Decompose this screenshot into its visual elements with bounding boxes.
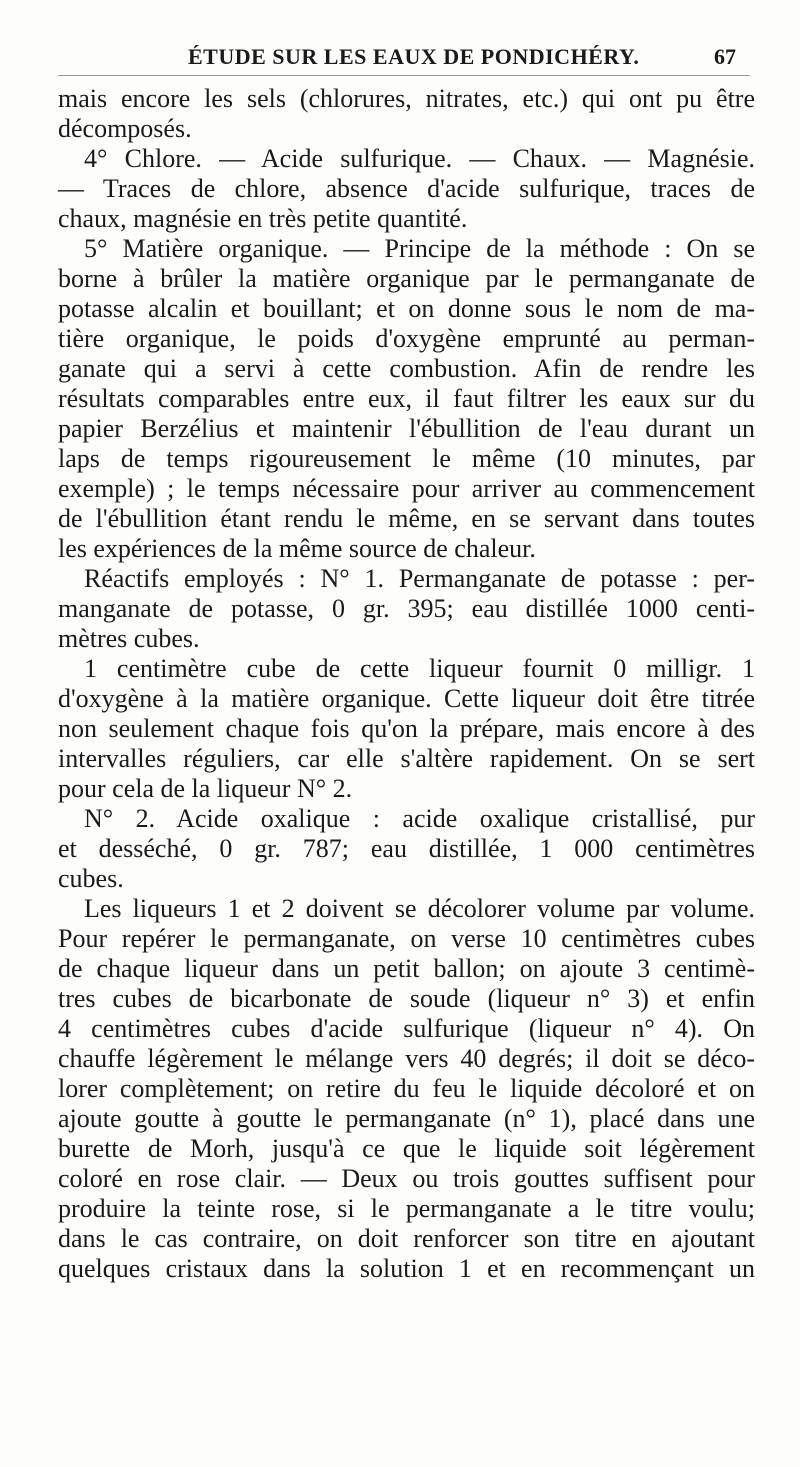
text-line: intervalles réguliers, car elle s'altère rapidement. On se sert: [58, 744, 755, 773]
text-line: non seulement chaque fois qu'on la prépare, mais encore à des: [58, 714, 755, 743]
text-line: — Traces de chlore, absence d'acide sulfurique, traces de: [58, 174, 755, 203]
text-line: résultats comparables entre eux, il faut filtrer les eaux sur du: [58, 384, 755, 413]
text-line: potasse alcalin et bouillant; et on donne sous le nom de ma-: [58, 294, 755, 323]
text-line: ajoute goutte à goutte le permanganate (n° 1), placé dans une: [58, 1104, 755, 1133]
text-line: les expériences de la même source de chaleur.: [58, 534, 536, 563]
text-line: dans le cas contraire, on doit renforcer son titre en ajoutant: [58, 1224, 755, 1253]
text-line: Les liqueurs 1 et 2 doivent se décolorer volume par volume.: [84, 894, 755, 923]
text-line: tres cubes de bicarbonate de soude (liqueur n° 3) et enfin: [58, 984, 755, 1013]
text-line: quelques cristaux dans la solution 1 et en recommençant un: [58, 1254, 755, 1283]
text-line: 4 centimètres cubes d'acide sulfurique (liqueur n° 4). On: [58, 1014, 755, 1043]
text-line: tière organique, le poids d'oxygène emprunté au perman-: [58, 324, 755, 353]
running-head: [58, 40, 758, 74]
text-line: lorer complètement; on retire du feu le liquide décoloré et on: [58, 1074, 755, 1103]
text-line: produire la teinte rose, si le permanganate a le titre voulu;: [58, 1194, 755, 1223]
text-line: 5° Matière organique. — Principe de la méthode : On se: [84, 234, 755, 263]
text-line: laps de temps rigoureusement le même (10 minutes, par: [58, 444, 755, 473]
header-rule: [58, 75, 750, 76]
text-line: cubes.: [58, 864, 124, 893]
text-line: coloré en rose clair. — Deux ou trois gouttes suffisent pour: [58, 1164, 755, 1193]
text-line: chaux, magnésie en très petite quantité.: [58, 204, 468, 233]
text-line: ganate qui a servi à cette combustion. Afin de rendre les: [58, 354, 755, 383]
text-line: papier Berzélius et maintenir l'ébullition de l'eau durant un: [58, 414, 755, 443]
text-line: N° 2. Acide oxalique : acide oxalique cristallisé, pur: [84, 804, 755, 833]
text-line: borne à brûler la matière organique par le permanganate de: [58, 264, 755, 293]
text-line: burette de Morh, jusqu'à ce que le liquide soit légèrement: [58, 1134, 755, 1163]
text-line: d'oxygène à la matière organique. Cette liqueur doit être titrée: [58, 684, 755, 713]
running-title: ÉTUDE SUR LES EAUX DE PONDICHÉRY.: [188, 44, 640, 69]
text-line: décomposés.: [58, 114, 192, 143]
text-line: de chaque liqueur dans un petit ballon; on ajoute 3 centimè-: [58, 954, 755, 983]
text-line: Réactifs employés : N° 1. Permanganate de potasse : per-: [84, 564, 755, 593]
text-line: 1 centimètre cube de cette liqueur fournit 0 milligr. 1: [84, 654, 755, 683]
text-line: manganate de potasse, 0 gr. 395; eau distillée 1000 centi-: [58, 594, 755, 623]
text-line: de l'ébullition étant rendu le même, en se servant dans toutes: [58, 504, 755, 533]
text-line: chauffe légèrement le mélange vers 40 degrés; il doit se déco-: [58, 1044, 755, 1073]
text-line: mètres cubes.: [58, 624, 200, 653]
page-number: 67: [714, 44, 736, 69]
text-line: pour cela de la liqueur N° 2.: [58, 774, 353, 803]
text-line: mais encore les sels (chlorures, nitrates, etc.) qui ont pu être: [58, 84, 755, 113]
text-line: Pour repérer le permanganate, on verse 10 centimètres cubes: [58, 924, 755, 953]
body-text: [58, 84, 755, 1284]
text-line: 4° Chlore. — Acide sulfurique. — Chaux. — Magnésie.: [84, 144, 755, 173]
text-line: et desséché, 0 gr. 787; eau distillée, 1 000 centimètres: [58, 834, 755, 863]
text-line: exemple) ; le temps nécessaire pour arriver au commencement: [58, 474, 755, 503]
